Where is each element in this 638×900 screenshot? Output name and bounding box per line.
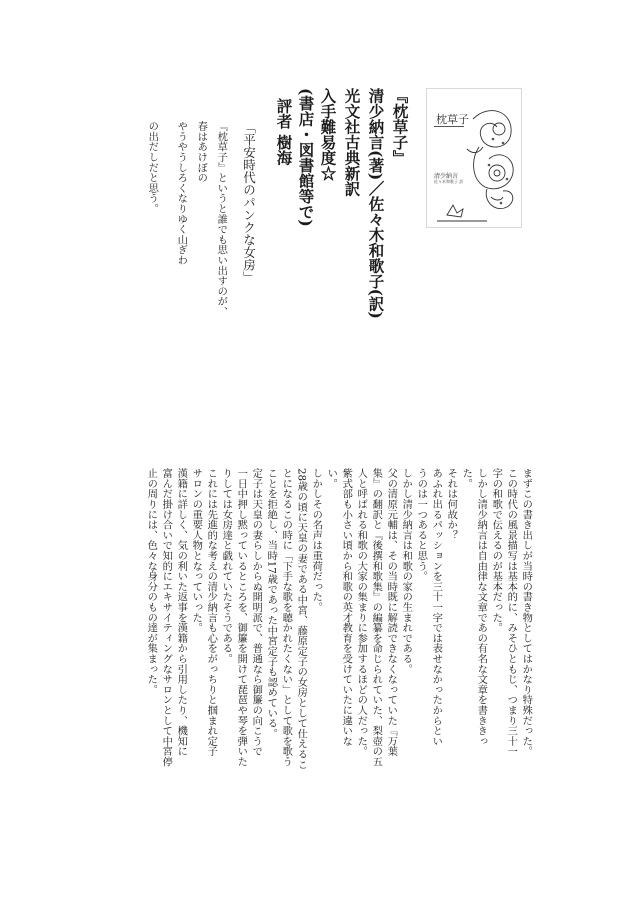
body-line: とになるこの時に「下手な歌を聴かれたくない」として歌を歌う [280, 468, 293, 767]
intro-line: 『枕草子』というと誰でも思い出すのが、 [215, 121, 228, 317]
cover-illustration [427, 89, 522, 228]
body-line: これには先進的な考えの清少納言も心をがっちりと掴まれ定子 [205, 468, 218, 757]
body-line: 集』の翻訳と『後撰和歌集』の編纂を命じられていた、梨壺の五 [370, 468, 383, 767]
book-cover [426, 88, 522, 228]
body-line: うのは一つあると思う。 [415, 468, 428, 582]
intro-line: の出だしだと思う。 [146, 121, 159, 214]
body-line: それは何故か？ [445, 468, 458, 541]
body-line: サロンの重要人物となっていった。 [190, 468, 203, 633]
body-line: 漢籍に詳しく、気の利いた返事を漢籍から引用したり、機知に [175, 468, 188, 757]
book-availability: 入手難易度☆ [318, 88, 338, 181]
body-line: 富んだ掛け合いで知的にエキサイティングなサロンとして中宮停 [160, 468, 173, 767]
body-line: しかしその名声は重荷だった。 [310, 468, 323, 613]
body-line: 父の清原元輔は、その当時既に解読できなくなっていた『万葉 [385, 468, 398, 757]
cover-translator: 佐々木和歌子 訳 [434, 179, 464, 184]
book-availability-note: (書店・図書館等で) [296, 88, 316, 227]
body-line: あふれ出るパッションを三十一字では表せなかったからとい [430, 468, 443, 747]
intro-line: やうやうしろくなりゆく山ぎわ [175, 121, 188, 266]
body-line: この時代の風景描写は基本的に、みそひともじ、つまり三十一 [505, 468, 518, 757]
body-line: 止の周りには、色々な身分のもの達が集まった。 [145, 468, 158, 695]
body-line: 定子は天皇の妻らしからぬ開明派で、普通なら御簾の向こうで [250, 468, 263, 757]
body-line: しかし清少納言は自由律な文章であの有名な文章を書ききっ [475, 468, 488, 747]
book-publisher: 光文社古典新訳 [342, 88, 362, 197]
body-line: りしては女房達と戯れていたそうである。 [220, 468, 233, 664]
body-line: 字の和歌で伝えるのが基本だった。 [490, 468, 503, 633]
body-line: 28歳の頃に天皇の妻である中宮、藤原定子の女房として仕えるこ [295, 468, 308, 770]
body-line: 紫式部も小さい頃から和歌の英才教育を受けていたに違いな [340, 468, 353, 747]
body-line: まずこの書き出しが当時の書き物としてはかなり特殊だった。 [520, 468, 533, 757]
intro-line: 春はあけぼの [195, 121, 208, 183]
cover-author: 清少納言 [434, 173, 459, 180]
body-line: た。 [460, 468, 473, 489]
reviewer-name: 評者 樹海 [274, 98, 294, 166]
cover-title: 枕草子 [436, 113, 469, 126]
body-line: 一日中押し黙っているところを、御簾を開けて琵琶や琴を弾いた [235, 468, 248, 767]
body-line: ことを拒絶し、当時17歳であった中宮定子も認めている。 [265, 468, 278, 739]
cover-divider [434, 126, 464, 127]
book-authors: 清少納言(著)／佐々木和歌子(訳) [366, 88, 386, 319]
body-line: しかし清少納言は和歌の家の生まれである。 [400, 468, 413, 674]
review-subtitle: 「平安時代のパンクな女房」 [241, 121, 257, 284]
body-line: い。 [325, 468, 338, 489]
body-line: 人と呼ばれる和歌の大家の集まりに参加するほどの人だった。 [355, 468, 368, 757]
book-title: 『枕草子』 [390, 88, 410, 166]
